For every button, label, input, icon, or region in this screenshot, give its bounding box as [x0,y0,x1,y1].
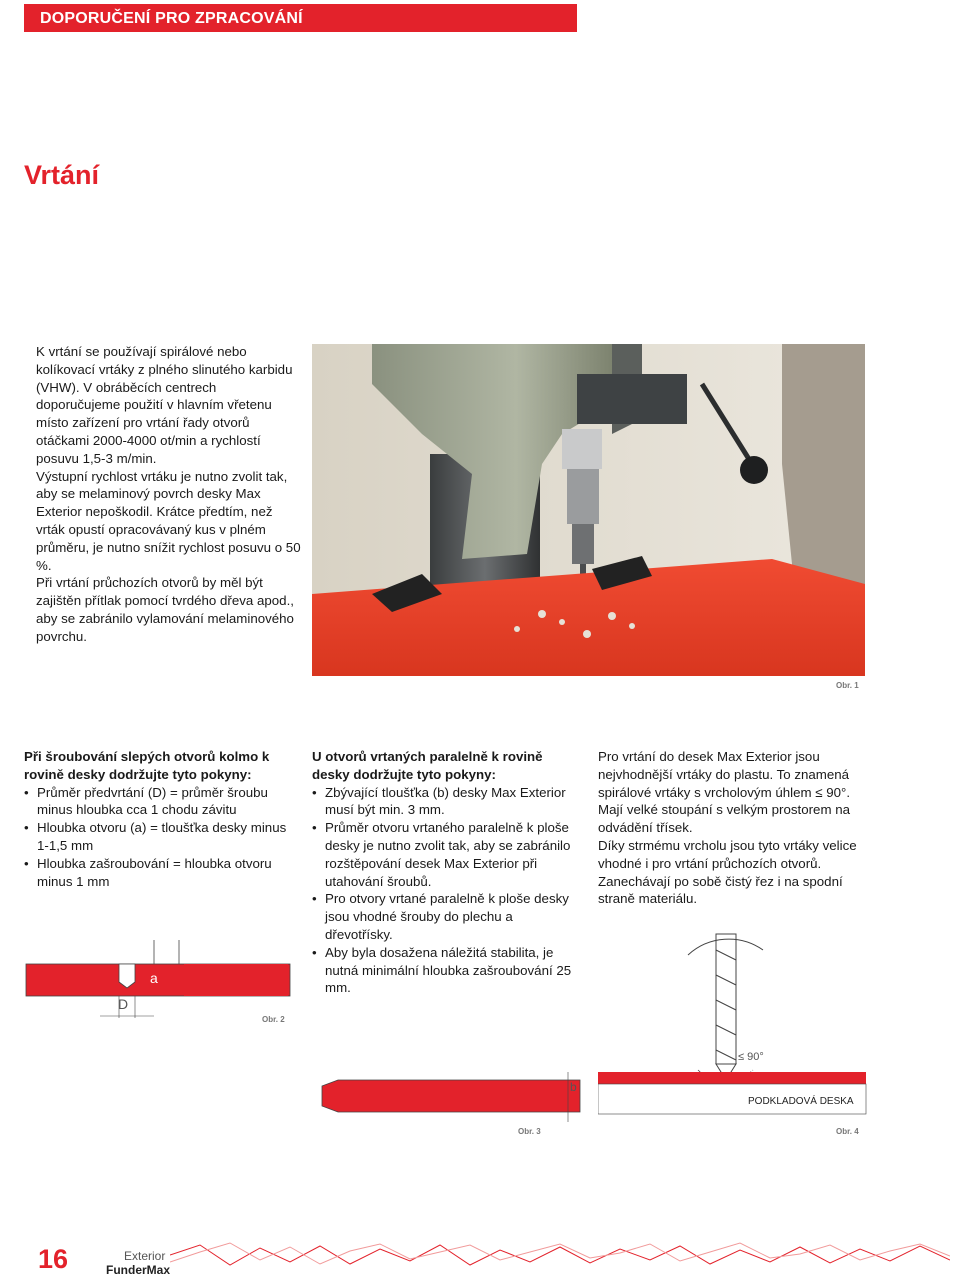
footer-pattern [170,1240,950,1270]
bullet-list [24,784,294,891]
label-d: D [118,996,129,1012]
header-title: DOPORUČENÍ PRO ZPRACOVÁNÍ [40,10,303,27]
column-heading: Při šroubování slepých otvorů kolmo k rovině desky dodržujte tyto pokyny: [24,749,270,782]
list-item: • Zbývající tloušťka (b) desky Max Exterior musí být min. 3 mm. [312,784,582,820]
column-paragraph: Díky strmému vrcholu jsou tyto vrtáky velice vhodné i pro vrtání průchozích otvorů. Zanechávají po sobě čistý řez i na spodní straně materiálu. [598,837,857,907]
column-heading: U otvorů vrtaných paralelně k rovině desky dodržujte tyto pokyny: [312,749,543,782]
label-support: PODKLADOVÁ DESKA [748,1096,854,1107]
diagram-drill-bit [598,920,868,1120]
intro-paragraph: Při vrtání průchozích otvorů by měl být zajištěn přítlak pomocí tvrdého dřeva apod., aby se zabránilo vylamování melaminového povrchu. [36,575,294,644]
list-item: • Průměr otvoru vrtaného paralelně k ploše desky je nutno zvolit tak, aby se zabránilo rozštěpování desek Max Exterior při utahování šroubů. [312,819,582,890]
column-parallel-holes [312,748,582,997]
diagram-parallel-hole [318,1072,583,1122]
intro-paragraph: Výstupní rychlost vrtáku je nutno zvolit tak, aby se melaminový povrch desky Max Exterior nepoškodil. Krátce předtím, než vrták opustí opracovávaný kus v plném průměru, je nutno snížit rychlost posuvu o 50 %. [36,468,301,573]
column-paragraph: Pro vrtání do desek Max Exterior jsou nejvhodnější vrtáky do plastu. To znamená spirálové vrtáky s vrcholovým úhlem ≤ 90°. Mají velké stoupání s velkým prostorem na odvádění třísek. [598,749,851,836]
list-item: • Průměr předvrtání (D) = průměr šroubu minus hloubka cca 1 chodu závitu [24,784,294,820]
column-blind-holes [24,748,294,890]
intro-text [36,343,301,646]
intro-paragraph: K vrtání se používají spirálové nebo kolíkovací vrtáky z plného slinutého karbidu (VHW). V obráběcích centrech doporučujeme použití v hlavním vřetenu místo zařízení pro vrtání řady otvorů otáčkami 2000-4000 ot/min a rychlostí posuvu 1,5-3 m/min. [36,344,293,466]
diagram-blind-hole [24,940,294,1020]
column-drill-bits [598,748,868,908]
list-item: • Hloubka zašroubování = hloubka otvoru minus 1 mm [24,855,294,891]
page-number: 16 [38,1244,69,1274]
figure-caption: Obr. 4 [836,1127,859,1136]
figure-caption: Obr. 3 [518,1127,541,1136]
label-angle: ≤ 90° [738,1051,764,1063]
drill-press-photo [312,344,865,676]
figure-caption: Obr. 1 [836,681,859,690]
page-title: Vrtání [24,160,100,190]
bullet-list [312,784,582,998]
brand-line1: Exterior [124,1249,166,1263]
label-a: a [150,970,158,986]
figure-caption: Obr. 2 [262,1015,285,1024]
list-item: • Hloubka otvoru (a) = tloušťka desky minus 1-1,5 mm [24,819,294,855]
label-b: b [570,1080,577,1094]
brand-line2: FunderMax [106,1263,171,1277]
list-item: • Aby byla dosažena náležitá stabilita, je nutná minimální hloubka zašroubování 25 mm. [312,944,582,997]
list-item: • Pro otvory vrtané paralelně k ploše desky jsou vhodné šrouby do plechu a dřevotřísky. [312,890,582,943]
